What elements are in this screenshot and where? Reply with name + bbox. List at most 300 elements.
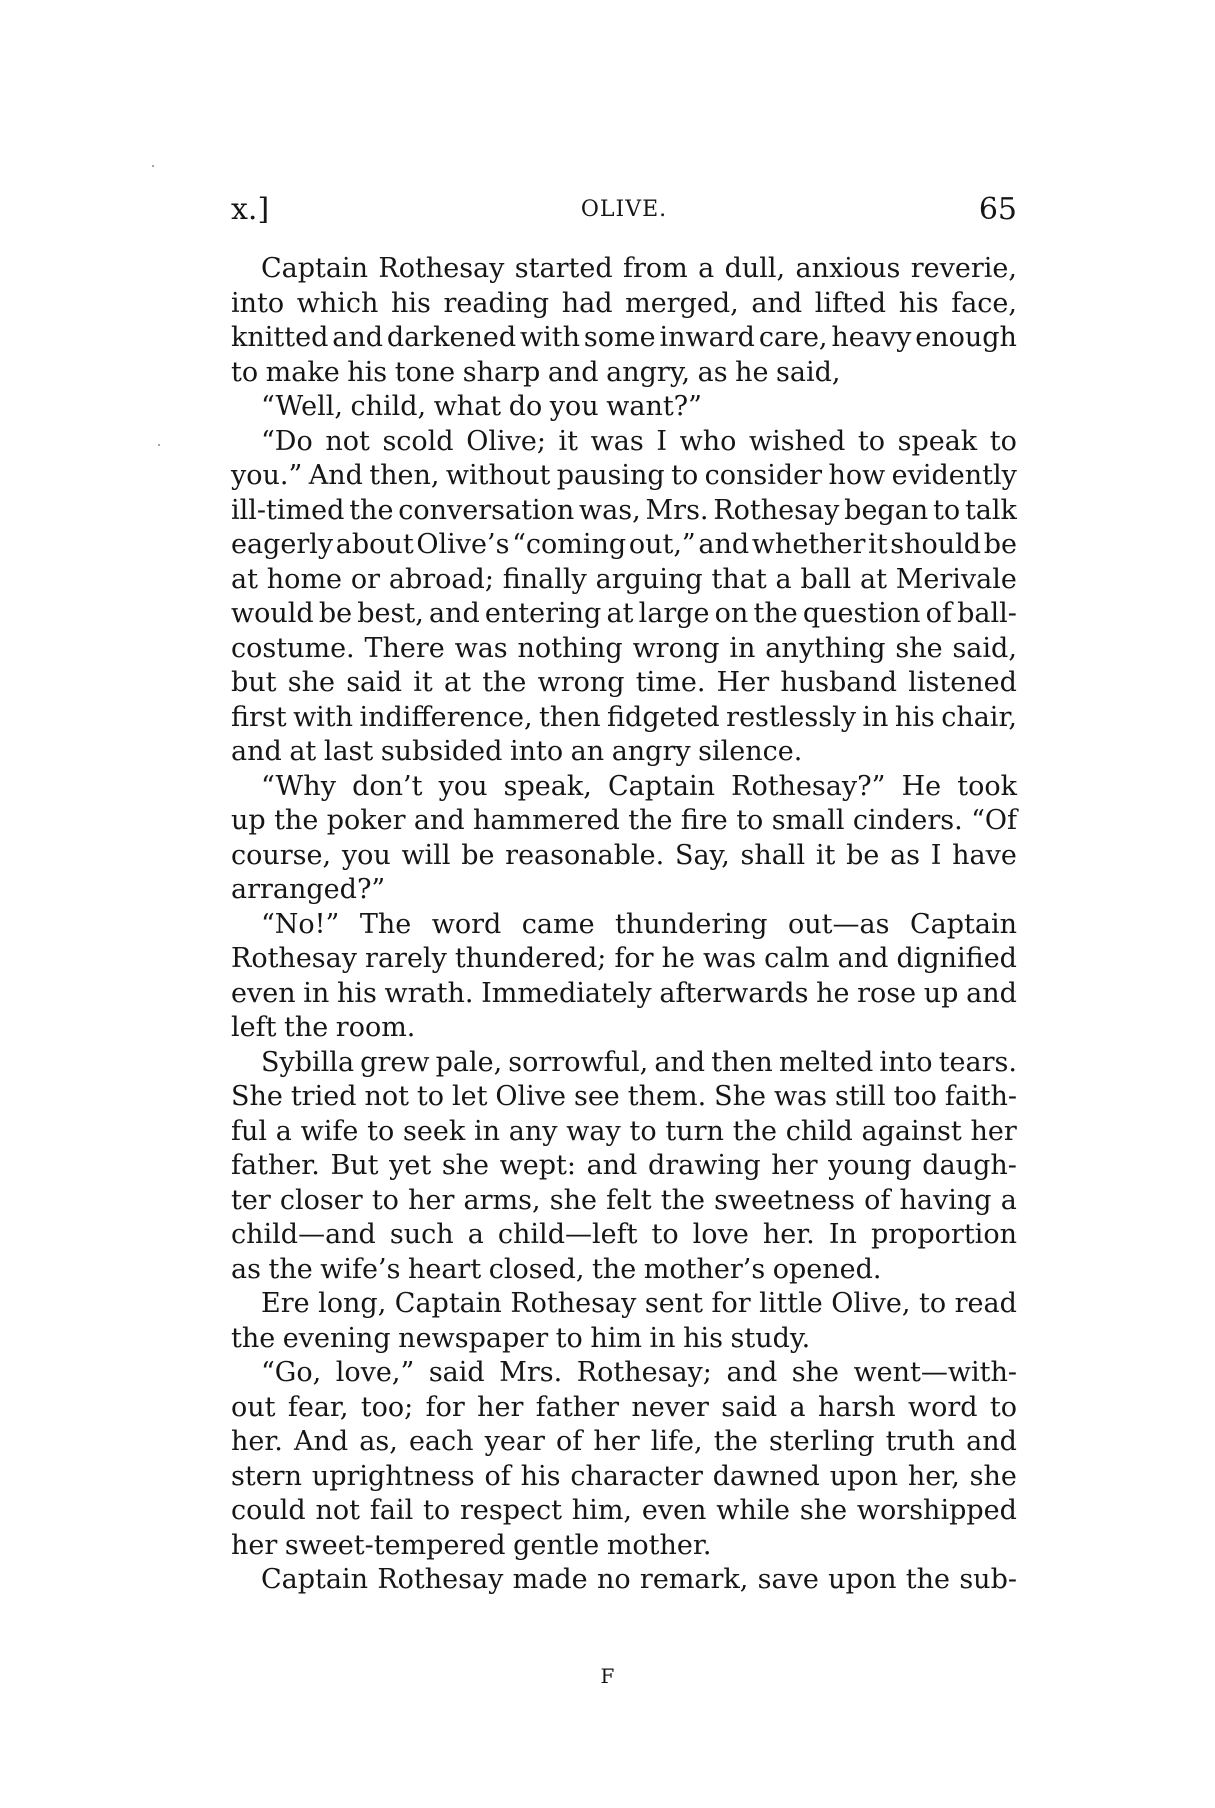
word: faith- xyxy=(944,1081,1017,1112)
text-line xyxy=(231,1529,1017,1564)
word: she xyxy=(969,1460,1017,1492)
word: face, xyxy=(951,287,1017,319)
word: at xyxy=(606,598,634,629)
word: too; xyxy=(360,1391,414,1423)
word: and xyxy=(586,1150,638,1181)
word: child, xyxy=(350,391,427,422)
word: up xyxy=(923,977,959,1009)
word: went—with- xyxy=(853,1357,1017,1388)
word: wished xyxy=(749,425,846,457)
word: at xyxy=(289,736,317,767)
word: love xyxy=(692,1219,749,1250)
word: small xyxy=(771,805,845,836)
word: enough xyxy=(915,322,1017,353)
word: anxious xyxy=(795,253,901,284)
word: to xyxy=(989,1391,1017,1423)
text-line xyxy=(231,804,1017,839)
word: listened xyxy=(908,667,1017,698)
word: afterwards xyxy=(659,977,809,1009)
word: his xyxy=(894,701,935,733)
word: was xyxy=(454,632,508,664)
word: out,” xyxy=(628,529,696,560)
word: the xyxy=(231,1322,276,1354)
word: reasonable. xyxy=(505,839,665,871)
word: arguing xyxy=(595,563,703,595)
word: character xyxy=(570,1460,703,1492)
word: hammered xyxy=(473,805,620,836)
running-title: OLIVE. xyxy=(580,197,668,222)
word: her xyxy=(477,1391,524,1423)
word: “Well, xyxy=(261,391,343,422)
word: stern xyxy=(231,1460,302,1492)
word: at xyxy=(859,563,887,595)
word: fear, xyxy=(287,1391,349,1423)
word: as xyxy=(697,356,728,388)
word: against xyxy=(861,1115,962,1147)
text-line xyxy=(231,942,1017,977)
word: Mrs. xyxy=(499,1357,563,1388)
word: let xyxy=(451,1081,488,1112)
word: dignified xyxy=(896,943,1017,974)
word: anything xyxy=(765,632,886,664)
word: little xyxy=(759,1288,823,1319)
word: he xyxy=(661,943,695,974)
word: said xyxy=(428,1357,485,1388)
text-line xyxy=(231,1287,1017,1322)
word: dull, xyxy=(724,253,786,284)
word: the xyxy=(732,1115,777,1147)
word: into xyxy=(879,1046,933,1078)
word: ter xyxy=(231,1184,271,1216)
text-line xyxy=(231,1356,1017,1391)
word: was xyxy=(590,425,644,457)
word: sub- xyxy=(959,1564,1017,1595)
word: ful xyxy=(231,1115,268,1147)
word: began xyxy=(844,494,929,526)
word: She xyxy=(231,1081,283,1112)
word: room. xyxy=(335,1012,416,1043)
word: her xyxy=(408,1184,455,1216)
word: as, xyxy=(359,1426,398,1457)
word: Rothesay xyxy=(377,1564,504,1595)
word: worshipped xyxy=(856,1495,1017,1526)
word: of xyxy=(864,1184,891,1216)
word: the xyxy=(349,494,394,526)
text-line xyxy=(231,1425,1017,1460)
word: them. xyxy=(627,1081,707,1112)
word: what xyxy=(433,391,502,422)
word: “Of xyxy=(971,805,1017,836)
word: word xyxy=(907,1391,978,1423)
word: her. xyxy=(762,1219,815,1250)
word: pale, xyxy=(435,1046,503,1078)
text-line xyxy=(231,977,1017,1012)
word: her xyxy=(970,1115,1017,1147)
word: from xyxy=(622,253,688,284)
text-line xyxy=(231,287,1017,322)
word: And xyxy=(308,460,363,491)
word: she xyxy=(287,667,335,698)
word: and xyxy=(547,356,599,388)
word: She xyxy=(714,1081,766,1112)
word: speak xyxy=(897,425,978,457)
word: grew xyxy=(360,1046,430,1078)
word: he xyxy=(735,356,769,388)
word: tried xyxy=(290,1081,357,1112)
word: then xyxy=(711,1046,773,1078)
word: respect xyxy=(459,1495,562,1526)
word: angry, xyxy=(606,356,691,388)
word: rarely xyxy=(365,943,447,974)
word: restlessly xyxy=(726,701,856,733)
word: be xyxy=(983,529,1017,560)
word: or xyxy=(350,563,381,595)
word: how xyxy=(828,460,886,491)
word: There xyxy=(364,632,445,664)
word: in xyxy=(729,632,756,664)
word: to xyxy=(918,1288,947,1319)
word: to xyxy=(367,1115,395,1147)
word: she xyxy=(549,1184,597,1216)
word: and xyxy=(726,1357,778,1388)
word: a xyxy=(789,1391,806,1423)
word: father xyxy=(535,1391,620,1423)
word: be xyxy=(318,598,353,629)
word: to xyxy=(651,1219,679,1250)
word: it xyxy=(558,425,579,457)
word: Rothesay xyxy=(713,494,840,526)
word: then xyxy=(539,701,601,733)
word: the xyxy=(268,1253,313,1285)
word: conversation xyxy=(398,494,575,526)
word: arranged?” xyxy=(231,874,386,905)
text-line xyxy=(231,1080,1017,1115)
word: she xyxy=(441,1150,490,1181)
word: want?” xyxy=(606,391,702,422)
word: his xyxy=(336,977,377,1009)
word: said, xyxy=(952,632,1017,664)
word: will xyxy=(401,839,451,871)
word: turn xyxy=(665,1115,724,1147)
word: I xyxy=(656,425,668,457)
word: left xyxy=(231,1012,277,1043)
word: but xyxy=(231,667,277,698)
word: indifference, xyxy=(359,701,533,733)
word: save xyxy=(757,1564,819,1595)
word: sent xyxy=(644,1288,703,1319)
word: ill-timed xyxy=(231,494,345,526)
word: such xyxy=(389,1219,454,1250)
text-line xyxy=(231,1563,1017,1598)
word: wept: xyxy=(499,1150,576,1181)
speck-mark xyxy=(158,444,160,446)
word: never xyxy=(631,1391,709,1423)
word: study. xyxy=(730,1322,811,1354)
word: mother’s xyxy=(643,1253,766,1285)
word: and xyxy=(966,1426,1017,1457)
word: evening xyxy=(282,1322,391,1354)
word: with xyxy=(293,701,354,733)
word: Captain xyxy=(394,1288,502,1319)
word: said xyxy=(346,667,403,698)
word: about xyxy=(335,529,414,560)
word: the xyxy=(628,805,673,836)
word: Rothesay xyxy=(510,1288,637,1319)
word: long, xyxy=(318,1288,387,1319)
word: came xyxy=(521,908,595,940)
word: uprightness xyxy=(311,1460,475,1492)
word: for xyxy=(711,1288,751,1319)
word: yet xyxy=(389,1150,432,1181)
word: in xyxy=(862,701,889,733)
word: be xyxy=(846,839,880,871)
word: out xyxy=(231,1391,276,1423)
word: Captain xyxy=(909,908,1017,940)
word: him xyxy=(590,1322,642,1354)
word: sterling xyxy=(769,1426,875,1457)
text-line xyxy=(231,459,1017,494)
word: darkened xyxy=(386,322,517,353)
word: out—as xyxy=(788,908,890,940)
word: and xyxy=(751,287,803,319)
word: heart xyxy=(407,1253,482,1285)
word: seek xyxy=(403,1115,466,1147)
word: And xyxy=(294,1426,349,1457)
word: you xyxy=(438,770,488,802)
word: In xyxy=(828,1219,857,1250)
word: wife’s xyxy=(320,1253,401,1285)
word: a xyxy=(275,1115,292,1147)
text-line xyxy=(231,770,1017,805)
word: was xyxy=(773,1081,828,1112)
text-line xyxy=(231,1494,1017,1529)
word: and xyxy=(231,736,282,767)
word: harsh xyxy=(817,1391,896,1423)
word: mother. xyxy=(606,1529,712,1561)
word: child—and xyxy=(231,1219,376,1250)
text-line xyxy=(231,839,1017,874)
word: abroad; xyxy=(388,563,494,595)
word: husband xyxy=(780,667,898,698)
word: merged, xyxy=(625,287,739,319)
word: still xyxy=(834,1081,886,1112)
word: “coming xyxy=(512,529,627,560)
word: melted xyxy=(778,1046,874,1078)
word: a xyxy=(467,1219,484,1250)
word: newspaper xyxy=(398,1322,549,1354)
word: silence. xyxy=(698,736,803,767)
word: remark, xyxy=(639,1564,749,1595)
word: Merivale xyxy=(895,563,1017,595)
word: then, xyxy=(369,460,440,491)
word: his xyxy=(391,287,431,319)
word: to xyxy=(989,425,1017,457)
word: poker xyxy=(326,805,406,836)
word: the xyxy=(482,667,527,698)
word: child—left xyxy=(497,1219,638,1250)
word: and xyxy=(654,1046,706,1078)
word: the xyxy=(592,1253,637,1285)
word: the xyxy=(905,1564,951,1595)
word: some xyxy=(583,322,656,353)
word: subsided xyxy=(380,736,503,767)
word: you xyxy=(549,391,599,422)
word: see xyxy=(573,1081,620,1112)
text-line xyxy=(231,873,1017,908)
text-line xyxy=(231,321,1017,356)
word: to xyxy=(231,356,259,388)
word: way xyxy=(566,1115,621,1147)
word: angry xyxy=(611,736,691,767)
word: felt xyxy=(606,1184,652,1216)
text-line xyxy=(231,666,1017,701)
word: speak, xyxy=(503,770,592,802)
word: reading xyxy=(443,287,550,319)
body-text xyxy=(231,252,1017,1598)
word: it xyxy=(413,667,433,698)
word: fire xyxy=(680,805,728,836)
word: whether xyxy=(751,529,866,560)
word: “Why xyxy=(261,770,336,802)
word: sweetness xyxy=(714,1184,855,1216)
text-line xyxy=(231,701,1017,736)
word: nothing xyxy=(517,632,623,664)
word: his xyxy=(898,287,939,319)
word: to xyxy=(671,460,699,491)
word: chair, xyxy=(941,701,1017,733)
word: knitted xyxy=(231,322,329,353)
word: sorrowful, xyxy=(508,1046,649,1078)
word: dawned xyxy=(712,1460,820,1492)
word: finally xyxy=(502,563,587,595)
word: while xyxy=(716,1495,791,1526)
text-line xyxy=(231,252,1017,287)
word: Olive xyxy=(495,1081,567,1112)
word: it xyxy=(815,839,836,871)
text-line xyxy=(231,390,1017,425)
word: not xyxy=(325,425,370,457)
word: a xyxy=(775,563,792,595)
word: wife xyxy=(300,1115,359,1147)
word: wrong xyxy=(537,667,625,698)
word: her xyxy=(771,1150,818,1181)
word: Olive; xyxy=(466,425,546,457)
text-line xyxy=(231,1011,1017,1046)
word: Rothesay xyxy=(231,943,358,974)
word: her, xyxy=(907,1460,960,1492)
word: course, xyxy=(231,839,332,871)
word: Ere xyxy=(261,1288,310,1319)
word: up xyxy=(231,805,266,836)
word: word xyxy=(431,908,502,940)
text-line xyxy=(231,563,1017,598)
text-line xyxy=(231,494,1017,529)
text-line xyxy=(231,908,1017,943)
word: I xyxy=(930,839,942,871)
word: the xyxy=(284,1012,329,1043)
word: an xyxy=(570,736,605,767)
word: “Do xyxy=(261,425,313,457)
word: heavy xyxy=(831,322,912,353)
word: at xyxy=(231,563,258,595)
word: Immediately xyxy=(481,977,652,1009)
word: to xyxy=(555,1322,583,1354)
word: upon xyxy=(829,1460,899,1492)
word: Rothesay?” xyxy=(731,770,886,802)
word: eagerly xyxy=(231,529,334,560)
word: to xyxy=(629,1115,657,1147)
word: young xyxy=(828,1150,912,1181)
text-line xyxy=(231,1115,1017,1150)
word: would xyxy=(231,598,314,629)
text-line xyxy=(231,1149,1017,1184)
word: wrong xyxy=(632,632,720,664)
word: fidgeted xyxy=(607,701,720,733)
word: should xyxy=(890,529,982,560)
word: his xyxy=(520,1460,561,1492)
word: calm xyxy=(764,943,830,974)
word: best, xyxy=(357,598,424,629)
text-line xyxy=(231,1184,1017,1219)
word: the xyxy=(660,1184,705,1216)
word: sweet-tempered xyxy=(284,1529,506,1561)
word: to xyxy=(371,1184,399,1216)
word: her. xyxy=(231,1426,283,1457)
word: said xyxy=(721,1391,778,1423)
word: her xyxy=(593,1426,640,1457)
word: was, xyxy=(579,494,641,526)
word: entering xyxy=(484,598,602,629)
word: without xyxy=(445,460,551,491)
chapter-number: x.] xyxy=(231,192,270,227)
word: was xyxy=(703,943,757,974)
word: into xyxy=(509,736,564,767)
word: tone xyxy=(394,356,456,388)
text-line xyxy=(231,1391,1017,1426)
word: The xyxy=(359,908,412,940)
word: lifted xyxy=(814,287,887,319)
word: “Go, xyxy=(261,1357,322,1388)
word: you.” xyxy=(231,460,303,491)
word: any xyxy=(508,1115,558,1147)
word: truth xyxy=(885,1426,956,1457)
word: not xyxy=(315,1495,361,1526)
word: daugh- xyxy=(922,1150,1017,1181)
word: the xyxy=(274,805,319,836)
word: with xyxy=(520,322,581,353)
word: having xyxy=(899,1184,992,1216)
word: thundering xyxy=(615,908,768,940)
word: talk xyxy=(964,494,1017,526)
word: as xyxy=(231,1253,261,1285)
word: year xyxy=(484,1426,545,1457)
word: wrath. xyxy=(384,977,474,1009)
word: who xyxy=(679,425,737,457)
word: closer xyxy=(279,1184,363,1216)
word: first xyxy=(231,701,287,733)
word: Rothesay; xyxy=(576,1357,712,1388)
word: scold xyxy=(382,425,454,457)
word: for xyxy=(425,1391,465,1423)
word: in xyxy=(649,1322,676,1354)
text-line xyxy=(231,425,1017,460)
word: and xyxy=(428,598,480,629)
word: of xyxy=(925,598,952,629)
word: Mrs. xyxy=(645,494,709,526)
word: He xyxy=(901,770,942,802)
text-line xyxy=(231,1046,1017,1081)
word: Say, xyxy=(674,839,730,871)
